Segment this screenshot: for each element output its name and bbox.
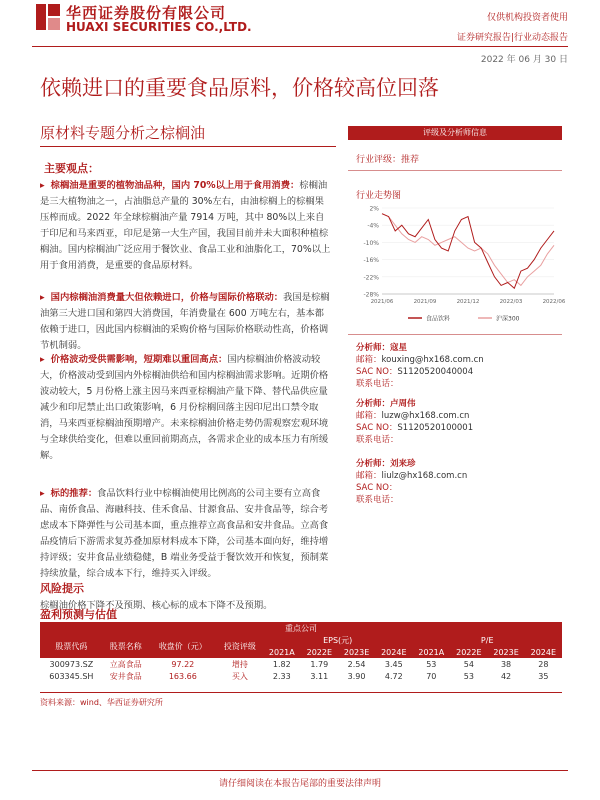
col-header: 2023E [487, 646, 524, 658]
col-header: 2022E [450, 646, 487, 658]
pe-cell: 38 [500, 659, 512, 669]
analyst-card [356, 458, 467, 506]
table-row [40, 658, 562, 670]
footer-rule [32, 770, 568, 771]
sac-label: SAC NO： [356, 423, 398, 433]
risk-text: 棕榈油价格下降不及预期、核心标的成本下降不及预期。 [40, 600, 273, 611]
point-stock-recommendation [40, 486, 332, 586]
eps-cell: 1.79 [310, 659, 329, 669]
analyst-card [356, 398, 473, 446]
analyst-sac: S1120520040004 [397, 367, 474, 377]
analyst-email[interactable]: kouxing@hx168.com.cn [381, 355, 484, 365]
col-header: 2021A [263, 646, 301, 658]
pe-cell: 28 [538, 659, 549, 669]
sac-label: SAC NO： [356, 483, 398, 493]
x-tick-label: 2021/06 [370, 299, 394, 305]
point-lead: 国内棕榈油消费量大但依赖进口，价格与国际价格联动： [50, 292, 284, 303]
point-lead: 价格波动受供需影响，短期难以重回高点： [50, 354, 228, 365]
distribution-notice: 仅供机构投资者使用 [486, 13, 568, 23]
bullet-icon: ▸ [40, 292, 45, 303]
report-title: 依赖进口的重要食品原料，价格较高位回落 [40, 76, 439, 100]
data-source: 资料来源：wind、华西证券研究所 [40, 698, 163, 707]
pe-cell: 53 [426, 659, 437, 669]
bullet-icon: ▸ [40, 488, 45, 499]
col-header: 投资评级 [217, 634, 263, 658]
y-tick-label: 2% [369, 205, 379, 213]
sac-label: SAC NO： [356, 367, 398, 377]
main-points-heading: 主要观点： [44, 162, 99, 175]
industry-trend-chart [348, 202, 566, 330]
legend-label: 食品饮料 [426, 315, 451, 323]
company-name-cn: 华西证券股份有限公司 [66, 4, 227, 22]
eps-header: EPS(元) [263, 634, 413, 646]
report-category: 证券研究报告|行业动态报告 [456, 33, 568, 43]
stock-name: 安井食品 [109, 671, 142, 681]
point-body: 国内棕榈油价格波动较大，价格波动受到国内外棕榈油供给和国内棕榈油需求影响。近期价格波动较大，5 月份格上涨主因马来西亚棕榈油产量下降、替代品供应量减少和印尼禁止出口政策影响，6 月份棕榈回落主因印尼出口禁令取消，马来西亚棕榈油预期增产。未来棕榈油价格走势仍需观察宏观环境与全球供给变化，但难以重回前期高点，各需求企业的成本压力有所缓解。 [40, 354, 329, 461]
header-rule [32, 46, 568, 47]
eps-cell: 4.72 [384, 671, 403, 681]
email-label: 邮箱： [356, 471, 382, 481]
col-header: 2021A [412, 646, 450, 658]
pe-cell: 54 [463, 659, 474, 669]
eps-cell: 1.82 [272, 659, 291, 669]
sidebar-rule [348, 170, 562, 171]
analyst-email[interactable]: liulz@hx168.com.cn [381, 471, 468, 481]
bullet-icon: ▸ [40, 354, 45, 365]
pe-cell: 42 [500, 671, 512, 681]
pe-header: P/E [412, 634, 562, 646]
forecast-title: 盈利预测与估值 [40, 608, 117, 621]
report-date: 2022 年 06 月 30 日 [480, 55, 568, 65]
x-tick-label: 2021/12 [456, 299, 480, 305]
eps-cell: 3.11 [310, 671, 329, 681]
trend-chart-label: 行业走势图 [356, 191, 402, 201]
phone-label: 联系电话： [356, 379, 399, 389]
analyst-sac: S1120520100001 [397, 423, 474, 433]
series-line [382, 214, 554, 286]
sidebar-header: 评级及分析师信息 [348, 126, 562, 140]
col-header: 股票名称 [103, 634, 149, 658]
close-price: 97.22 [171, 659, 195, 669]
point-price-volatility [40, 352, 332, 480]
stock-code: 603345.SH [49, 671, 94, 681]
eps-cell: 2.54 [347, 659, 366, 669]
x-tick-label: 2022/03 [499, 299, 523, 305]
y-tick-label: -4% [367, 222, 379, 230]
rating: 买入 [231, 671, 248, 681]
point-body: 食品饮料行业中棕榈油使用比例高的公司主要有立高食品、南侨食品、海融科技、佳禾食品、甘源食品、安井食品等，综合考虑成本下降弹性与公司基本面，重点推荐立高食品和安井食品。立高食品疫情后下游需求复苏叠加原材料成本下降，公司基本面向好，维持增持评级；安井食品业绩稳健，B 端业务受益于餐饮效开和恢复，预制菜持续放量，综合成本下行，维持买入评级。 [40, 488, 329, 579]
col-header: 2024E [525, 646, 562, 658]
rating: 增持 [231, 659, 248, 669]
bullet-icon: ▸ [40, 180, 45, 191]
series-line [382, 214, 554, 289]
analyst-name: 分析师：寇星 [356, 343, 408, 353]
stock-name: 立高食品 [109, 659, 142, 669]
point-lead: 棕榈油是重要的植物油品种，国内 70%以上用于食用消费： [50, 180, 300, 191]
forecast-table [40, 622, 562, 682]
y-tick-label: -16% [363, 257, 379, 265]
subtitle-rule [40, 146, 336, 147]
stock-code: 300973.SZ [49, 659, 94, 669]
risk-heading: 风险提示 [40, 582, 84, 595]
col-header: 收盘价（元） [149, 634, 217, 658]
email-label: 邮箱： [356, 355, 382, 365]
legal-notice: 请仔细阅读在本报告尾部的重要法律声明 [218, 779, 381, 789]
analyst-name: 分析师：卢周伟 [356, 399, 416, 409]
eps-cell: 3.45 [384, 659, 403, 669]
pe-cell: 53 [463, 671, 474, 681]
company-name-en: HUAXI SECURITIES CO.,LTD. [66, 20, 252, 34]
point-body: 我国是棕榈油第三大进口国和第四大消费国，年消费量在 600 万吨左右，基本都依赖于进口，因此国内棕榈油的采购价格与国际价格联动性高，价格调节机制弱。 [40, 292, 330, 351]
point-lead: 标的推荐： [50, 488, 98, 499]
eps-cell: 2.33 [272, 671, 291, 681]
analyst-name: 分析师：刘来珍 [356, 459, 416, 469]
company-logo [34, 2, 62, 32]
analyst-card [356, 342, 484, 390]
y-tick-label: -10% [363, 239, 379, 247]
phone-label: 联系电话： [356, 435, 399, 445]
report-subtitle: 原材料专题分析之棕榈油 [40, 124, 206, 142]
sidebar-rule [348, 334, 562, 335]
industry-rating: 行业评级：推荐 [356, 155, 420, 165]
analyst-email[interactable]: luzw@hx168.com.cn [381, 411, 470, 421]
email-label: 邮箱： [356, 411, 382, 421]
point-body: 棕榈油是三大植物油之一，占油脂总产量的 30%左右，由油棕榈上的棕榈果压榨而成。2022 年全球棕榈油产量 7914 万吨，其中 80%以上来自于印尼和马来西亚，印尼是第一大生产国，我国目前并未大面积种植棕榈油。国内棕榈油广泛应用于餐饮业、食品工业和油脂化工，70%以上用于食用消费，是重要的食品原材料。 [40, 180, 331, 271]
pe-cell: 35 [538, 671, 549, 681]
col-header: 2024E [375, 646, 412, 658]
col-header: 股票代码 [40, 634, 103, 658]
close-price: 163.66 [168, 671, 197, 681]
pe-cell: 70 [426, 671, 437, 681]
point-palm-oil-importance [40, 178, 332, 290]
x-tick-label: 2022/06 [542, 299, 566, 305]
x-tick-label: 2021/09 [413, 299, 437, 305]
y-tick-label: -22% [363, 274, 379, 282]
col-header: 2023E [338, 646, 375, 658]
group-header: 重点公司 [40, 622, 562, 634]
phone-label: 联系电话： [356, 495, 399, 505]
eps-cell: 3.90 [347, 671, 366, 681]
col-header: 2022E [301, 646, 338, 658]
legend-label: 沪深300 [496, 315, 520, 323]
point-import-dependency [40, 290, 332, 352]
table-bottom-rule [40, 692, 562, 693]
table-row [40, 670, 562, 682]
y-tick-label: -28% [363, 291, 379, 299]
